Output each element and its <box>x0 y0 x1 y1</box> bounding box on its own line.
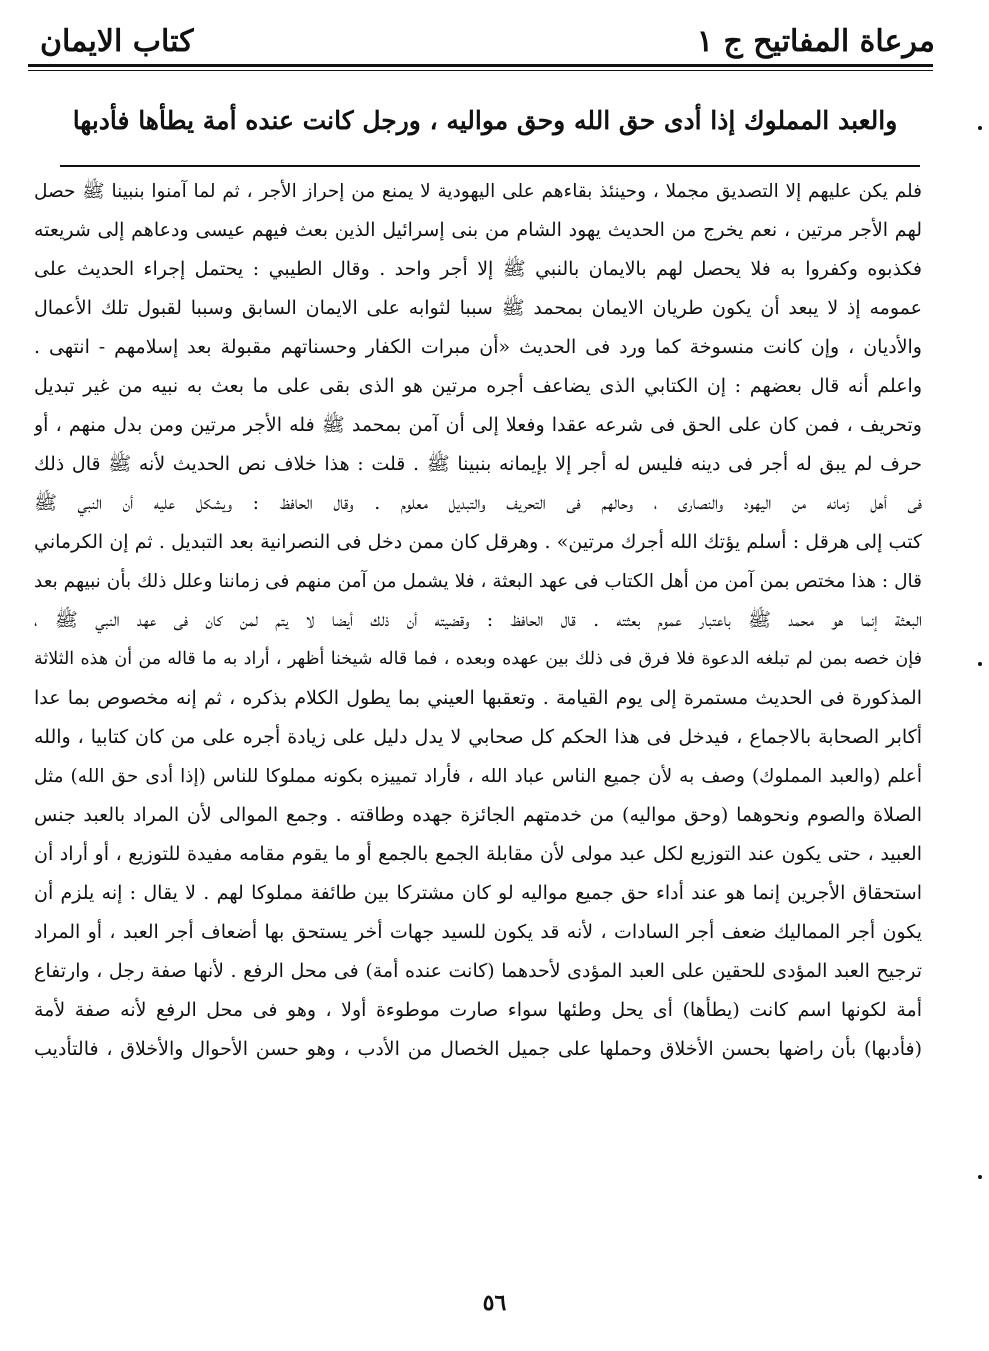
commentary-line: فكذبوه وكفروا به فلا يحصل لهم بالايمان بالنبي ﷺ إلا أجر واحد . وقال الطيبي : يحتمل إجراء الحديث على <box>34 258 922 280</box>
commentary-line: عمومه إذ لا يبعد أن يكون طريان الايمان بمحمد ﷺ سببا لثوابه على الايمان السابق وسببا لقبول تلك الأعمال <box>34 297 922 319</box>
commentary-line: والأديان ، وإن كانت منسوخة كما ورد فى الحديث «أن مبرات الكفار وحسناتهم مقبولة بعد إسلامهم - انتهى . <box>34 336 922 358</box>
commentary-line: أمة لكونها اسم كانت (يطأها) أى يحل وطئها سواء صارت موطوءة أولا ، وهو فى محل الرفع لأنه صفة لأمة <box>34 999 922 1021</box>
commentary-line: ترجيح العبد المؤدى للحقين على العبد المؤدى لأحدهما (كانت عنده أمة) فى محل الرفع . لأنها صفة رجل ، وارتفاع <box>34 960 922 982</box>
page-number: ٥٦ <box>482 1290 507 1316</box>
running-header <box>40 22 935 64</box>
commentary-line: أكابر الصحابة بالاجماع ، فيدخل فى هذا الحكم كل صحابي لا يدل دليل على زيادة أجره على من كان كتابيا ، والله <box>34 726 922 748</box>
commentary-line: فإن خصه بمن لم تبلغه الدعوة فلا فرق فى ذلك بين عهده وبعده ، فما قاله شيخنا أظهر ، أراد به ما قاله من أن هذه الثلاثة <box>34 649 922 669</box>
commentary-line: قال : هذا مختص بمن آمن من أهل الكتاب فى عهد البعثة ، فلا يشمل من آمن منهم فى زماننا وعلل ذلك بأن نبيهم بعد <box>34 571 922 592</box>
header-rule-thick <box>28 64 933 67</box>
commentary-line: واعلم أنه قال بعضهم : إن الكتابي الذى يضاعف أجره مرتين هو الذى بقى على ما بعث به نبيه من غير تبديل <box>34 375 922 397</box>
commentary-line: يكون أجر المماليك ضعف أجر السادات ، لأنه قد يكون للسيد جهات أخر يستحق بها أضعاف أجر العبد ، أو المراد <box>34 921 922 943</box>
commentary-line: فى أهل زمانه من اليهود والنصارى ، وحالهم فى التحريف والتبديل معلوم . وقال الحافظ : ويشكل عليه أن النبي ﷺ <box>34 492 922 514</box>
hadith-text: والعبد المملوك إذا أدى حق الله وحق مواليه ، ورجل كانت عنده أمة يطأها فأدبها <box>72 106 898 135</box>
scan-margin-mark <box>978 1175 982 1179</box>
commentary-line: المذكورة فى الحديث مستمرة إلى يوم القيامة . وتعقبها العيني بما يطول الكلام بذكره ، ثم إنه مخصوص بما عدا <box>34 687 922 709</box>
hadith-separator-rule <box>60 165 920 167</box>
commentary-line: العبيد ، حتى يكون عند التوزيع لكل عبد مولى لأن مقابلة الجمع بالجمع أو ما يقوم مقامه مفيدة للتوزيع ، أو أراد أن <box>34 843 922 865</box>
commentary-line: حرف لم يبق له أجر فى دينه فليس له أجر إلا بإيمانه بنبينا ﷺ . قلت : هذا خلاف نص الحديث لأنه ﷺ قال ذلك <box>34 453 922 475</box>
commentary-line: (فأدبها) بأن راضها بحسن الأخلاق وحملها على جميل الخصال من الأدب ، وهو حسن الأحوال والأخلاق ، فالتأديب <box>34 1038 922 1060</box>
commentary-line: أعلم (والعبد المملوك) وصف به لأن جميع الناس عباد الله ، فأراد تمييزه بكونه مملوكا للناس (إذا أدى حق الله) مثل <box>34 766 922 787</box>
commentary-line: لهم الأجر مرتين ، نعم يخرج من الحديث يهود الشام من بنى إسرائيل الذين بعث فيهم عيسى ودعاهم إلى شريعته <box>34 219 922 241</box>
commentary-line: كتب إلى هرقل : أسلم يؤتك الله أجرك مرتين» . وهرقل كان ممن دخل فى النصرانية بعد التبديل . ثم إن الكرماني <box>34 531 922 553</box>
book-title: مرعاة المفاتيح ج ١ <box>696 24 935 59</box>
commentary-line: وتحريف ، فمن كان على الحق فى شرعه عقدا وفعلا إلى أن آمن بمحمد ﷺ فله الأجر مرتين ومن بدل منهم ، أو <box>34 414 922 436</box>
commentary-line: الصلاة والصوم ونحوهما (وحق مواليه) من خدمتهم الجائزة جهده وطاقته . وجمع الموالى لأن المراد بالعبد جنس <box>34 804 922 826</box>
section-title: كتاب الايمان <box>40 24 194 59</box>
scan-margin-mark <box>978 126 982 130</box>
scan-margin-mark <box>978 662 982 666</box>
commentary-line: استحقاق الأجرين إنما هو عند أداء حق جميع مواليه لو كان مشتركا بين طائفة مملوكا لهم . لا يقال : إنه يلزم أن <box>34 882 922 904</box>
commentary-line: فلم يكن عليهم إلا التصديق مجملا ، وحينئذ بقاءهم على اليهودية لا يمنع من إحراز الأجر ، ثم لما آمنوا بنبينا ﷺ حصل <box>34 181 922 202</box>
header-rule-thin <box>28 70 933 71</box>
commentary-body <box>34 172 922 1069</box>
commentary-line: البعثة إنما هو محمد ﷺ باعتبار عموم بعثته . قال الحافظ : وقضيته أن ذلك أيضا لا يتم لمن كان فى عهد النبي ﷺ ، <box>34 609 922 631</box>
